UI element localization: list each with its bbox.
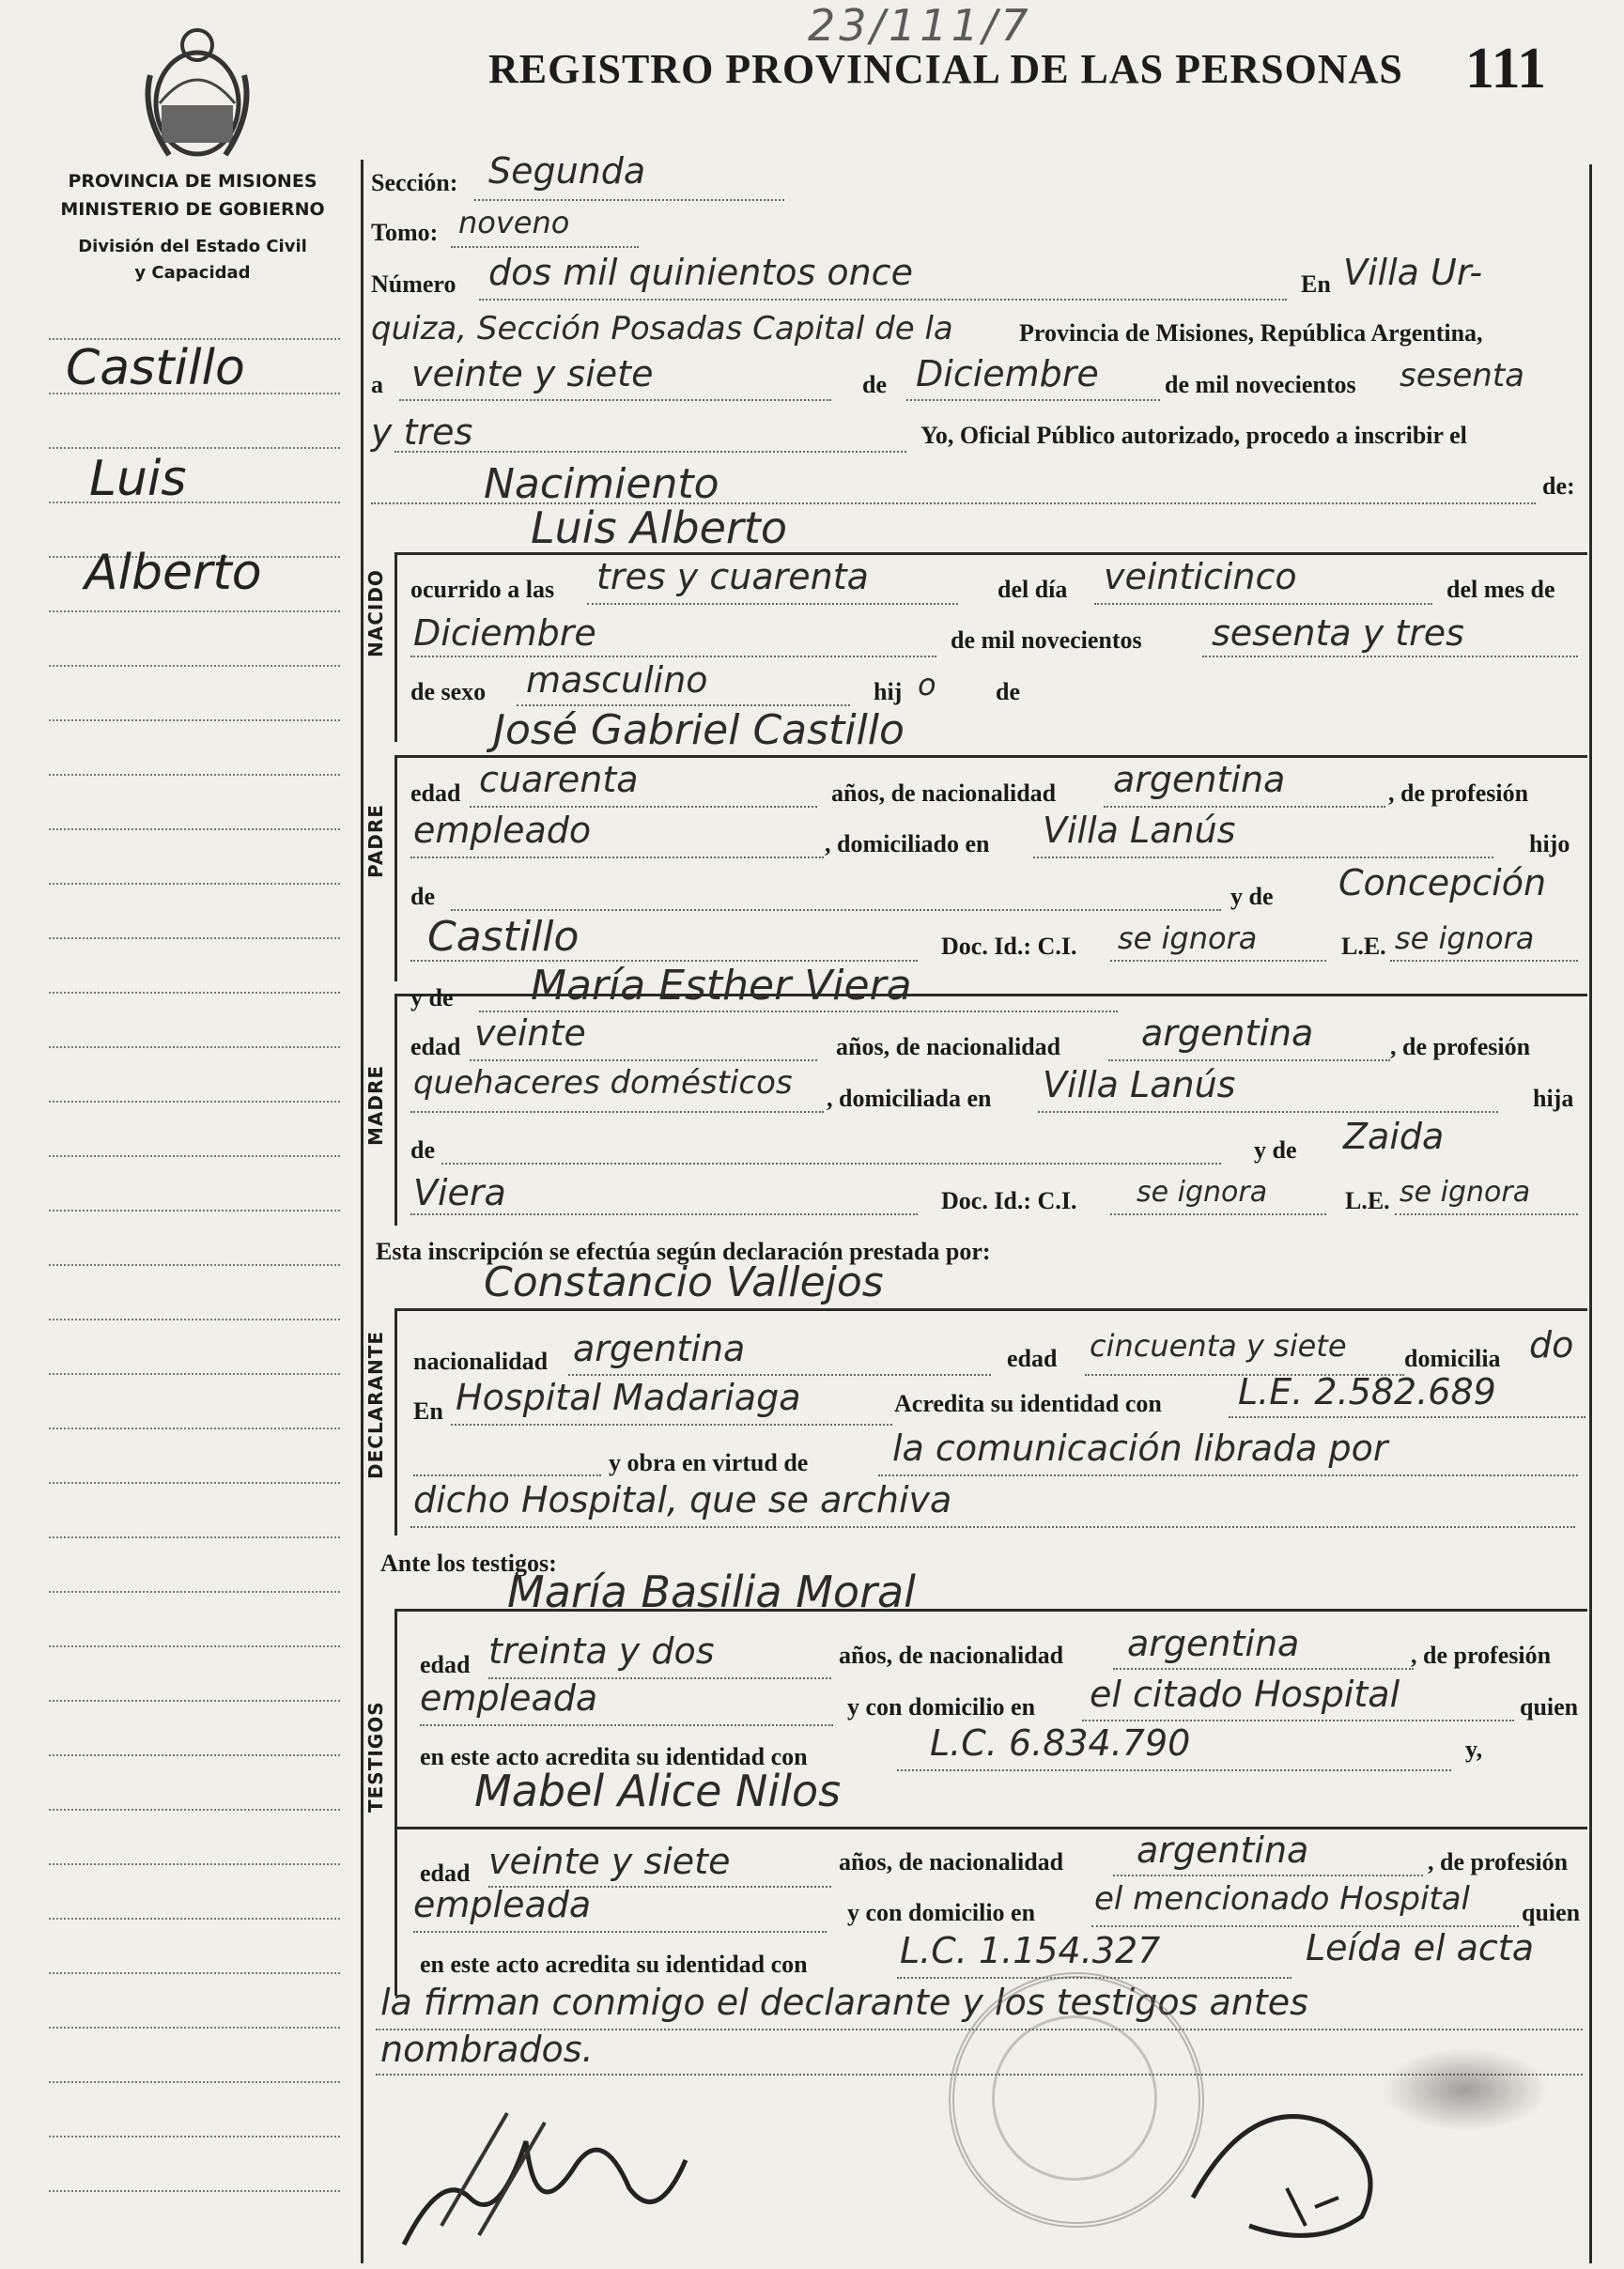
label-nacionalidad-decl: nacionalidad (413, 1348, 549, 1375)
label-edad-decl: edad (1007, 1345, 1058, 1372)
hw-numero: dos mil quinientos once (488, 252, 913, 293)
hw-padre-madre: Concepción (1338, 862, 1547, 903)
side-label-testigos: TESTIGOS (364, 1701, 387, 1813)
label-ocurrido: ocurrido a las (410, 576, 555, 603)
label-y-de-madre2: y de (1254, 1136, 1297, 1164)
hw-madre-dom: Villa Lanús (1043, 1064, 1236, 1105)
top-handwritten-note: 23/111/7 (808, 0, 1032, 51)
side-label-declarante: DECLARANTE (364, 1330, 387, 1479)
hw-padre-nac: argentina (1113, 759, 1286, 800)
hw-mes: Diciembre (916, 353, 1099, 394)
label-mil-novecientos: de mil novecientos (1165, 371, 1356, 398)
hw-padre-prof: empleado (413, 810, 592, 851)
label-doc-id-madre: Doc. Id.: C.I. (941, 1187, 1077, 1214)
dots-dia (399, 399, 831, 401)
label-sexo: de sexo (410, 678, 487, 705)
dots-anio-b (394, 451, 906, 453)
coat-of-arms-icon (131, 19, 263, 169)
hw-t1-dom: el citado Hospital (1090, 1674, 1400, 1715)
dots-hora (587, 603, 958, 605)
label-anos-nac-madre: años, de nacionalidad (836, 1033, 1061, 1060)
hw-madre-le: se ignora (1400, 1176, 1531, 1209)
hw-declarante: Constancio Vallejos (484, 1258, 884, 1306)
hw-anio-a: sesenta (1400, 357, 1524, 394)
label-anos-nac-padre: años, de nacionalidad (831, 779, 1057, 807)
label-en-decl: En (413, 1397, 443, 1425)
declarante-bracket (394, 1310, 397, 1536)
margin-second-name: Alberto (85, 545, 262, 601)
dots-madre-apellido (410, 1213, 918, 1215)
dots-t1-id (897, 1769, 1451, 1771)
signature-official (1174, 2085, 1400, 2254)
label-quien-t1: quien (1520, 1693, 1579, 1721)
label-profesion-t1: , de profesión (1411, 1642, 1552, 1669)
label-yo-oficial: Yo, Oficial Público autorizado, procedo a inscribir el (920, 422, 1467, 449)
dots-t2-prof (413, 1931, 827, 1933)
label-domiciliado: , domiciliado en (825, 830, 990, 857)
label-anos-nac-t1: años, de nacionalidad (839, 1642, 1064, 1669)
hw-tomo: noveno (458, 205, 570, 240)
division-label: División del Estado Civil (78, 237, 307, 256)
label-acredita: Acredita su identidad con (894, 1390, 1162, 1417)
label-a: a (371, 371, 383, 398)
dots-seccion (474, 199, 784, 201)
form-left-rule (361, 160, 363, 2263)
dots-t1-dom (1082, 1720, 1514, 1721)
dots-madre-dom (1038, 1111, 1498, 1113)
hw-madre-nac: argentina (1141, 1012, 1314, 1054)
hw-decl-nac: argentina (573, 1328, 746, 1369)
hw-t2-edad: veinte y siete (488, 1841, 731, 1882)
hw-testigo2: Mabel Alice Nilos (474, 1766, 842, 1816)
padre-top-rule (394, 755, 1587, 758)
label-y-de-madre: y de (410, 984, 454, 1011)
hw-madre-apellido: Viera (413, 1172, 506, 1213)
dots-padre-edad (470, 806, 817, 808)
dots-madre-nac (1108, 1059, 1390, 1061)
label-inscripcion: Esta inscripción se efectúa según declaración prestada por: (376, 1238, 991, 1265)
dots-decl-obra-lead (413, 1474, 601, 1476)
hw-madre: María Esther Viera (531, 962, 912, 1010)
hw-hora: tres y cuarenta (596, 556, 869, 597)
dots-madre-le (1395, 1213, 1578, 1215)
hw-padre-apellido: Castillo (427, 913, 580, 961)
nacido-bracket (394, 554, 397, 742)
hw-t1-nac: argentina (1127, 1623, 1300, 1664)
hw-cierre-c: nombrados. (380, 2029, 594, 2070)
official-seal (949, 1972, 1204, 2228)
label-en-este-acto-t2: en este acto acredita su identidad con (420, 1951, 808, 1978)
margin-first-name: Luis (89, 451, 187, 507)
label-y-comma: y, (1465, 1736, 1483, 1763)
dots-mes (906, 399, 1160, 401)
label-hija: hija (1533, 1085, 1574, 1112)
label-hijo: hijo (1529, 830, 1570, 857)
hw-mes-nac: Diciembre (413, 612, 596, 654)
hw-decl-dom: Hospital Madariaga (456, 1377, 801, 1418)
dots-t1-prof (420, 1724, 833, 1726)
label-edad-t2: edad (420, 1860, 471, 1887)
label-de-madre: de (410, 1136, 435, 1164)
madre-bracket (394, 996, 397, 1226)
label-de: de (862, 371, 887, 398)
hw-acto: Nacimiento (484, 460, 719, 508)
province-label: PROVINCIA DE MISIONES (68, 171, 317, 192)
label-provincia: Provincia de Misiones, República Argentina, (1019, 319, 1483, 347)
label-anos-nac-t2: años, de nacionalidad (839, 1848, 1064, 1875)
label-de-padre: de (410, 883, 435, 910)
hw-madre-edad: veinte (474, 1012, 586, 1054)
hw-padre-edad: cuarenta (479, 759, 639, 800)
hw-testigo1: María Basilia Moral (507, 1567, 916, 1617)
hw-en: Villa Ur- (1343, 252, 1483, 293)
hw-t1-id: L.C. 6.834.790 (930, 1722, 1191, 1764)
label-obra: y obra en virtud de (609, 1449, 809, 1476)
dots-padre-dom (1033, 857, 1493, 858)
label-hij: hij (874, 678, 903, 705)
dots-padre-le (1390, 960, 1578, 962)
hw-madre-prof: quehaceres domésticos (413, 1064, 793, 1102)
label-seccion: Sección: (371, 169, 458, 196)
dots-decl-dom (451, 1424, 892, 1426)
label-en-este-acto-t1: en este acto acredita su identidad con (420, 1743, 808, 1770)
label-edad-t1: edad (420, 1651, 471, 1678)
label-edad-madre: edad (410, 1033, 461, 1060)
hw-decl-obra-a: la comunicación librada por (892, 1428, 1388, 1469)
hw-t1-edad: treinta y dos (488, 1630, 715, 1672)
folio-number: 111 (1465, 37, 1547, 100)
hw-dia-nac: veinticinco (1104, 556, 1297, 597)
hw-cierre-a: Leída el acta (1306, 1927, 1534, 1968)
ink-smudge (1381, 2047, 1550, 2132)
label-profesion-t2: , de profesión (1428, 1848, 1569, 1875)
hw-t1-prof: empleada (420, 1677, 598, 1719)
hw-dia: veinte y siete (411, 353, 654, 394)
dots-padre-de (451, 909, 1221, 911)
hw-padre-ci: se ignora (1118, 920, 1258, 956)
hw-nombre: Luis Alberto (531, 502, 787, 553)
label-quien-t2: quien (1522, 1899, 1581, 1926)
label-y-de-padre: y de (1230, 883, 1274, 910)
hw-decl-dom-suffix: do (1529, 1324, 1574, 1366)
side-label-nacido: NACIDO (364, 569, 387, 657)
margin-surname: Castillo (66, 340, 245, 396)
label-ante-testigos: Ante los testigos: (380, 1550, 557, 1577)
testigos-bracket (394, 1611, 397, 1996)
dots-dia-nac (1094, 603, 1432, 605)
dots-madre-ci (1110, 1213, 1326, 1215)
hw-decl-edad: cincuenta y siete (1090, 1328, 1347, 1364)
side-label-madre: MADRE (364, 1064, 387, 1146)
testigo2-top-rule (394, 1827, 1587, 1829)
dots-padre-prof (410, 857, 824, 858)
label-profesion-madre: , de profesión (1390, 1033, 1531, 1060)
dots-decl-nac (568, 1374, 991, 1376)
form-right-rule (1589, 164, 1592, 2263)
dots-t2-nac (1113, 1875, 1423, 1876)
label-tomo: Tomo: (371, 219, 439, 246)
ministry-label: MINISTERIO DE GOBIERNO (60, 199, 325, 220)
hw-t2-nac: argentina (1137, 1829, 1309, 1871)
label-domicilia: domicilia (1404, 1345, 1501, 1372)
dots-decl-obra (878, 1474, 1578, 1476)
signature-declarante (385, 2085, 704, 2263)
hw-padre-dom: Villa Lanús (1043, 810, 1236, 851)
label-edad-padre: edad (410, 779, 461, 807)
label-del-mes: del mes de (1446, 576, 1555, 603)
label-con-domicilio-t1: y con domicilio en (847, 1693, 1036, 1721)
hw-madre-ci: se ignora (1137, 1176, 1268, 1209)
dots-padre-nac (1104, 806, 1385, 808)
hw-t2-prof: empleada (413, 1884, 592, 1925)
label-de-nac: de (996, 678, 1020, 705)
dots-madre-edad (470, 1059, 817, 1061)
hw-cierre-b: la firman conmigo el declarante y los testigos antes (380, 1982, 1308, 2023)
hw-t2-id: L.C. 1.154.327 (900, 1930, 1161, 1971)
hw-madre-madre: Zaida (1343, 1116, 1445, 1157)
label-del-dia: del día (998, 576, 1068, 603)
dots-numero (479, 299, 1287, 301)
division-label-2: y Capacidad (134, 263, 251, 283)
hw-padre: José Gabriel Castillo (493, 706, 905, 754)
hw-sexo: masculino (526, 659, 708, 701)
hw-decl-id: L.E. 2.582.689 (1238, 1371, 1496, 1412)
dots-decl-obra-b (410, 1526, 1575, 1528)
dots-padre-ci (1110, 960, 1326, 962)
hw-anio-b: y tres (371, 411, 473, 453)
dots-decl-id (1229, 1416, 1585, 1418)
dots-tomo (451, 246, 639, 248)
label-domiciliada: , domiciliada en (827, 1085, 992, 1112)
label-profesion-padre: , de profesión (1388, 779, 1529, 807)
label-le-madre: L.E. (1345, 1187, 1390, 1214)
declarante-top-rule (394, 1308, 1587, 1311)
label-en: En (1301, 270, 1331, 298)
hw-padre-le: se ignora (1395, 920, 1535, 956)
hw-anio-nac: sesenta y tres (1212, 612, 1464, 654)
label-doc-id-padre: Doc. Id.: C.I. (941, 933, 1077, 960)
document-title: REGISTRO PROVINCIAL DE LAS PERSONAS (488, 46, 1403, 92)
label-de-colon: de: (1542, 472, 1575, 500)
dots-mes-nac (410, 656, 936, 657)
hw-seccion: Segunda (488, 150, 646, 192)
dots-t1-nac (1113, 1668, 1414, 1670)
hw-t2-dom: el mencionado Hospital (1094, 1880, 1470, 1918)
hw-hij-suffix: o (918, 667, 936, 702)
label-numero: Número (371, 270, 456, 298)
dots-madre-de (441, 1163, 1221, 1165)
label-con-domicilio-t2: y con domicilio en (847, 1899, 1036, 1926)
hw-lugar: quiza, Sección Posadas Capital de la (371, 310, 953, 347)
padre-bracket (394, 756, 397, 981)
side-label-padre: PADRE (364, 804, 387, 878)
dots-madre-prof (410, 1111, 824, 1113)
dots-anio-nac (1202, 656, 1578, 657)
label-mil-novecientos-nac: de mil novecientos (951, 626, 1142, 654)
hw-decl-obra-b: dicho Hospital, que se archiva (413, 1479, 952, 1520)
label-le-padre: L.E. (1341, 933, 1386, 960)
